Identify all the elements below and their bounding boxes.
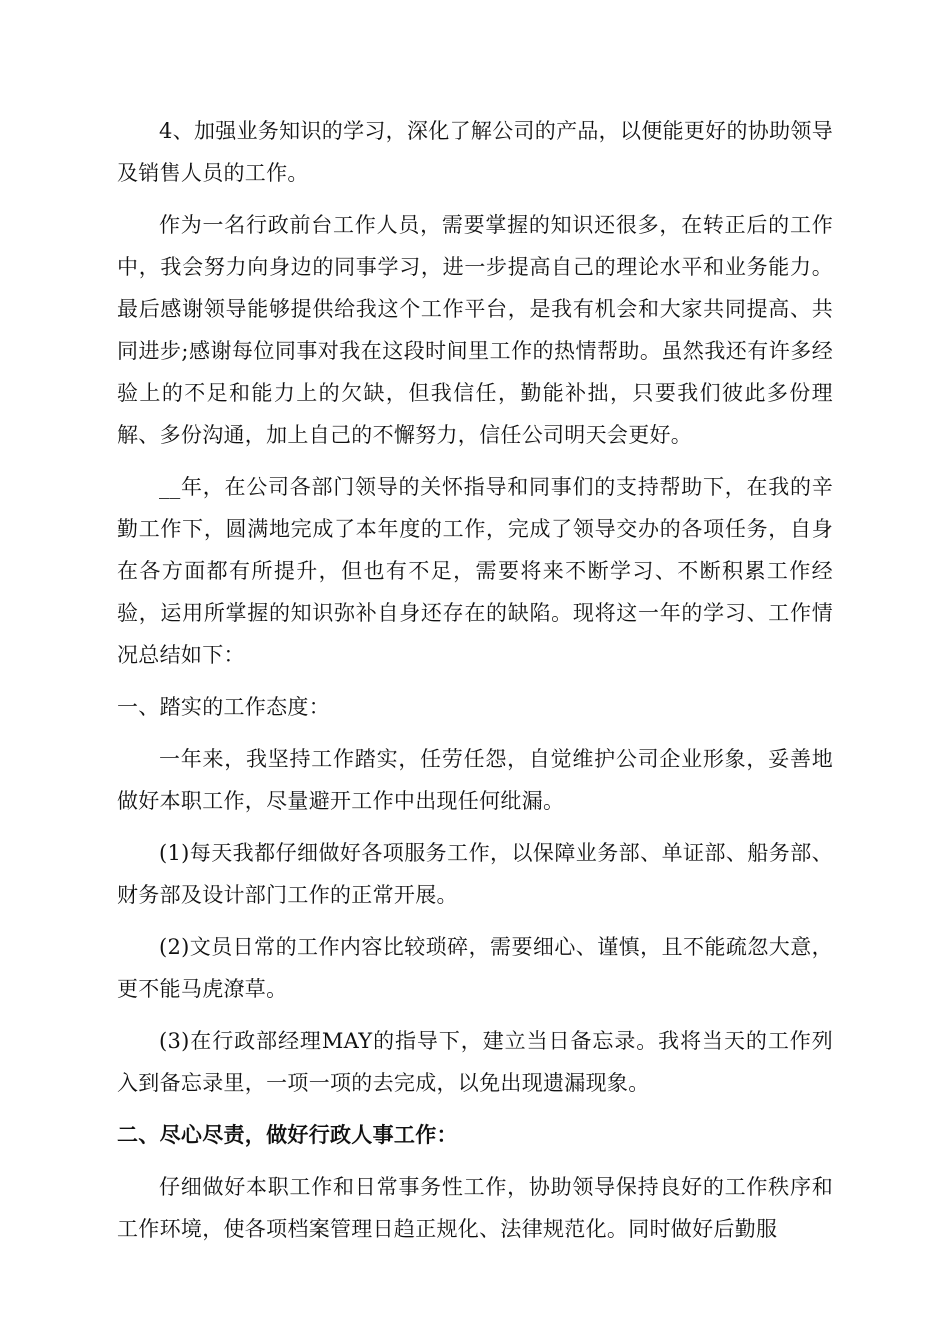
list-item-3: (3)在行政部经理MAY的指导下，建立当日备忘录。我将当天的工作列入到备忘录里，一项一项的去完成，以免出现遗漏现象。 [117,1029,833,1095]
section-heading-2: 二、尽心尽责，做好行政人事工作： [117,1122,458,1147]
paragraph-admin-duties: 仔细做好本职工作和日常事务性工作，协助领导保持良好的工作秩序和工作环境，使各项档案管理日趋正规化、法律规范化。同时做好后勤服 [117,1175,833,1241]
list-item-1: (1)每天我都仔细做好各项服务工作，以保障业务部、单证部、船务部、财务部及设计部门工作的正常开展。 [117,841,833,907]
document-body [117,110,833,1260]
paragraph-year-summary-intro: __年，在公司各部门领导的关怀指导和同事们的支持帮助下，在我的辛勤工作下，圆满地完成了本年度的工作，完成了领导交办的各项任务，自身在各方面都有所提升，但也有不足，需要将来不断学习、不断积累工作经验，运用所掌握的知识弥补自身还存在的缺陷。现将这一年的学习、工作情况总结如下： [117,475,833,667]
paragraph-work-attitude: 一年来，我坚持工作踏实，任劳任怨，自觉维护公司企业形象，妥善地做好本职工作，尽量避开工作中出现任何纰漏。 [117,747,833,813]
section-heading-1: 一、踏实的工作态度： [117,695,330,719]
paragraph-conclusion: 作为一名行政前台工作人员，需要掌握的知识还很多，在转正后的工作中，我会努力向身边的同事学习，进一步提高自己的理论水平和业务能力。最后感谢领导能够提供给我这个工作平台，是我有机会和大家共同提高、共同进步;感谢每位同事对我在这段时间里工作的热情帮助。虽然我还有许多经验上的不足和能力上的欠缺，但我信任，勤能补拙，只要我们彼此多份理解、多份沟通，加上自己的不懈努力，信任公司明天会更好。 [117,213,833,447]
paragraph-item-4: 4、加强业务知识的学习，深化了解公司的产品，以便能更好的协助领导及销售人员的工作。 [117,119,833,185]
list-item-2: (2)文员日常的工作内容比较琐碎，需要细心、谨慎，且不能疏忽大意，更不能马虎潦草。 [117,935,833,1001]
